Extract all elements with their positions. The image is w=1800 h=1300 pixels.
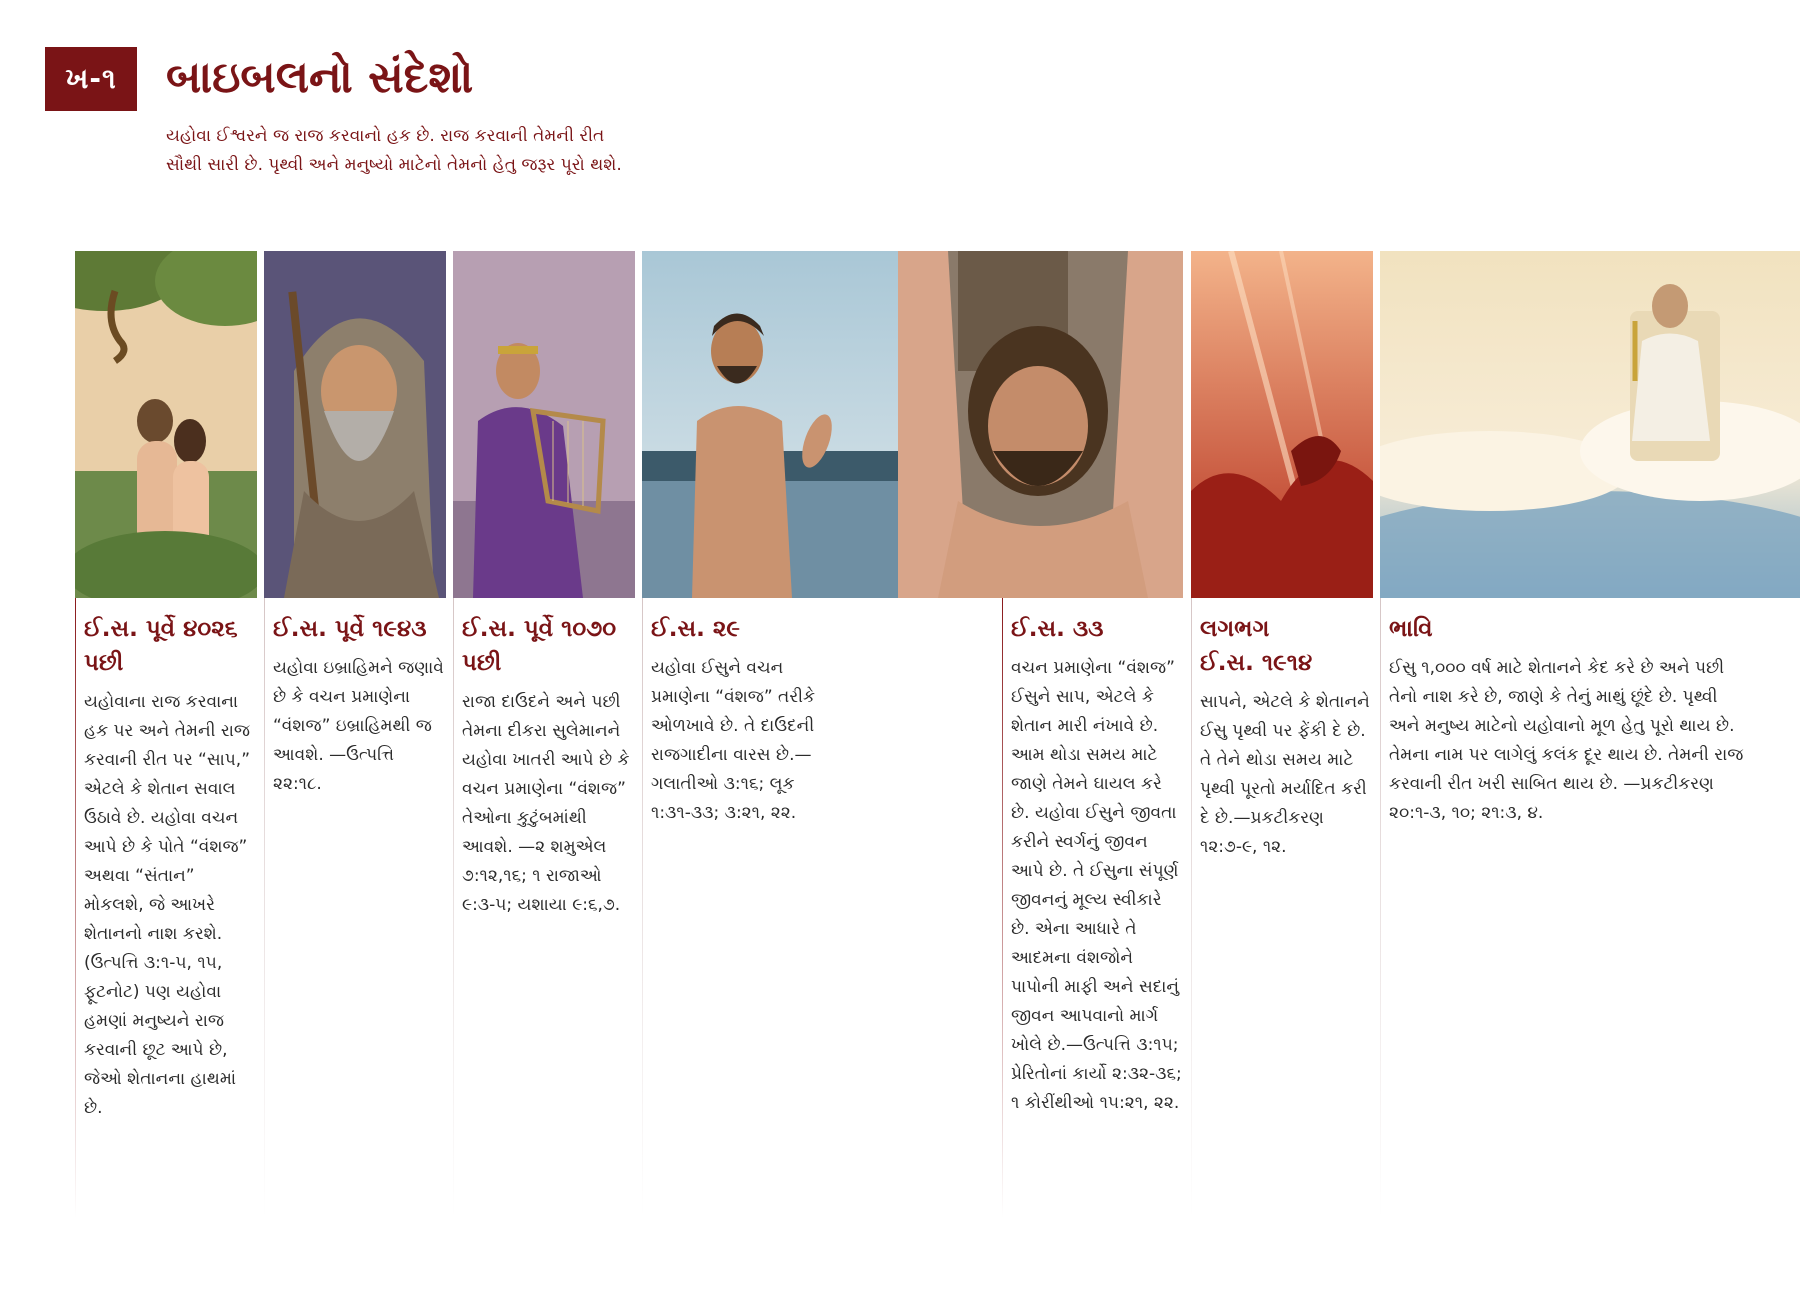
era-date-line1: ઈ.સ. ૩૩ [1011, 616, 1104, 642]
timeline-entry [1200, 598, 1372, 862]
subtitle-line-2: સૌથી સારી છે. પૃથ્વી અને મનુષ્યો માટેનો તેમનો હેતુ જરૂર પૂરો થશે. [166, 155, 622, 175]
baptism-image [642, 251, 898, 598]
era-description: યહોવાના રાજ કરવાના હક પર અને તેમની રાજ કરવાની રીત પર “સાપ,” એટલે કે શેતાન સવાલ ઉઠાવે છે. યહોવા વચન આપે છે કે પોતે “વંશજ” અથવા “સંતાન” મોકલશે, જે આખરે શેતાનનો નાશ કરશે. (ઉત્પત્તિ ૩:૧-૫, ૧૫, ફૂટનોટ) પણ યહોવા હમણાં મનુષ્યને રાજ કરવાની છૂટ આપે છે, જેઓ શેતાનના હાથમાં છે. [84, 692, 251, 1118]
stake-image [898, 251, 1183, 598]
era-date [1011, 612, 1183, 646]
timeline-entry [1011, 598, 1183, 1118]
king-throne-image [1380, 251, 1800, 598]
era-date [651, 612, 823, 646]
era-date-line1: ઈ.સ. ૨૯ [651, 616, 740, 642]
subtitle-line-1: યહોવા ઈશ્વરને જ રાજ કરવાનો હક છે. રાજ કરવાની તેમની રીત [166, 126, 605, 146]
era-description: ઈસુ ૧,૦૦૦ વર્ષ માટે શેતાનને કેદ કરે છે અને પછી તેનો નાશ કરે છે, જાણે કે તેનું માથું છૂંદે છે. પૃથ્વી અને મનુષ્ય માટેનો યહોવાનો મૂળ હેતુ પૂરો થાય છે. તેમના નામ પર લાગેલું કલંક દૂર થાય છે. તેમની રાજ કરવાની રીત ખરી સાબિત થાય છે. —પ્રકટીકરણ ૨૦:૧-૩, ૧૦; ૨૧:૩, ૪. [1389, 658, 1744, 823]
era-divider [1380, 598, 1381, 1218]
era-description: યહોવા ઈસુને વચન પ્રમાણેના “વંશજ” તરીકે ઓળખાવે છે. તે દાઉદની રાજગાદીના વારસ છે.—ગલાતીઓ ૩:૧૬; લૂક ૧:૩૧-૩૩; ૩:૨૧, ૨૨. [651, 658, 815, 823]
era-date [84, 612, 256, 680]
era-divider [642, 598, 643, 1218]
era-date-line1: ભાવિ [1389, 616, 1433, 642]
era-date-line1: ઈ.સ. પૂર્વે ૧૦૭૦ [462, 616, 617, 642]
timeline-entry [273, 598, 445, 799]
era-date-line2: પછી [462, 650, 502, 676]
era-divider [1191, 598, 1192, 1218]
era-date-line1: ઈ.સ. પૂર્વે ૪૦૨૬ [84, 616, 238, 642]
era-divider [75, 598, 76, 1218]
era-date-line1: લગભગ [1200, 616, 1270, 642]
era-date-line2: ઈ.સ. ૧૯૧૪ [1200, 650, 1313, 676]
era-date [1200, 612, 1372, 680]
timeline-entry [651, 598, 823, 828]
era-description: રાજા દાઉદને અને પછી તેમના દીકરા સુલેમાનને યહોવા ખાતરી આપે છે કે વચન પ્રમાણેના “વંશજ” તેઓના કુટુંબમાંથી આવશે. —૨ શમુએલ ૭:૧૨,૧૬; ૧ રાજાઓ ૯:૩-૫; યશાયા ૯:૬,૭. [462, 692, 630, 915]
era-description: સાપને, એટલે કે શેતાનને ઈસુ પૃથ્વી પર ફેંકી દે છે. તે તેને થોડા સમય માટે પૃથ્વી પૂરતો મર્યાદિત કરી દે છે.—પ્રકટીકરણ ૧૨:૭-૯, ૧૨. [1200, 692, 1370, 857]
era-divider [453, 598, 454, 1218]
dragon-cast-down-image [1191, 251, 1373, 598]
era-date [273, 612, 445, 646]
era-description: યહોવા ઇબ્રાહિમને જણાવે છે કે વચન પ્રમાણેના “વંશજ” ઇબ્રાહિમથી જ આવશે. —ઉત્પત્તિ ૨૨:૧૮. [273, 658, 444, 794]
era-divider [1002, 598, 1003, 1218]
abraham-image [264, 251, 446, 598]
era-date [1389, 612, 1749, 646]
era-description: વચન પ્રમાણેના “વંશજ” ઈસુને સાપ, એટલે કે શેતાન મારી નંખાવે છે. આમ થોડા સમય માટે જાણે તેમને ઘાયલ કરે છે. યહોવા ઈસુને જીવતા કરીને સ્વર્ગનું જીવન આપે છે. તે ઈસુના સંપૂર્ણ જીવનનું મૂલ્ય સ્વીકારે છે. એના આધારે તે આદમના વંશજોને પાપોની માફી અને સદાનું જીવન આપવાનો માર્ગ ખોલે છે.—ઉત્પત્તિ ૩:૧૫; પ્રેરિતોનાં કાર્યો ૨:૩૨-૩૬; ૧ કોરીંથીઓ ૧૫:૨૧, ૨૨. [1011, 658, 1182, 1113]
page-title: બાઇબલનો સંદેશો [166, 52, 474, 103]
timeline-entry [84, 598, 256, 1123]
section-badge-label: ખ-૧ [65, 62, 117, 95]
timeline-entry [462, 598, 634, 920]
era-date-line1: ઈ.સ. પૂર્વે ૧૯૪૩ [273, 616, 427, 642]
timeline-entry [1389, 598, 1749, 828]
garden-serpent-image [75, 251, 257, 598]
king-harp-image [453, 251, 635, 598]
era-date [462, 612, 634, 680]
era-divider [264, 598, 265, 1218]
era-date-line2: પછી [84, 650, 124, 676]
